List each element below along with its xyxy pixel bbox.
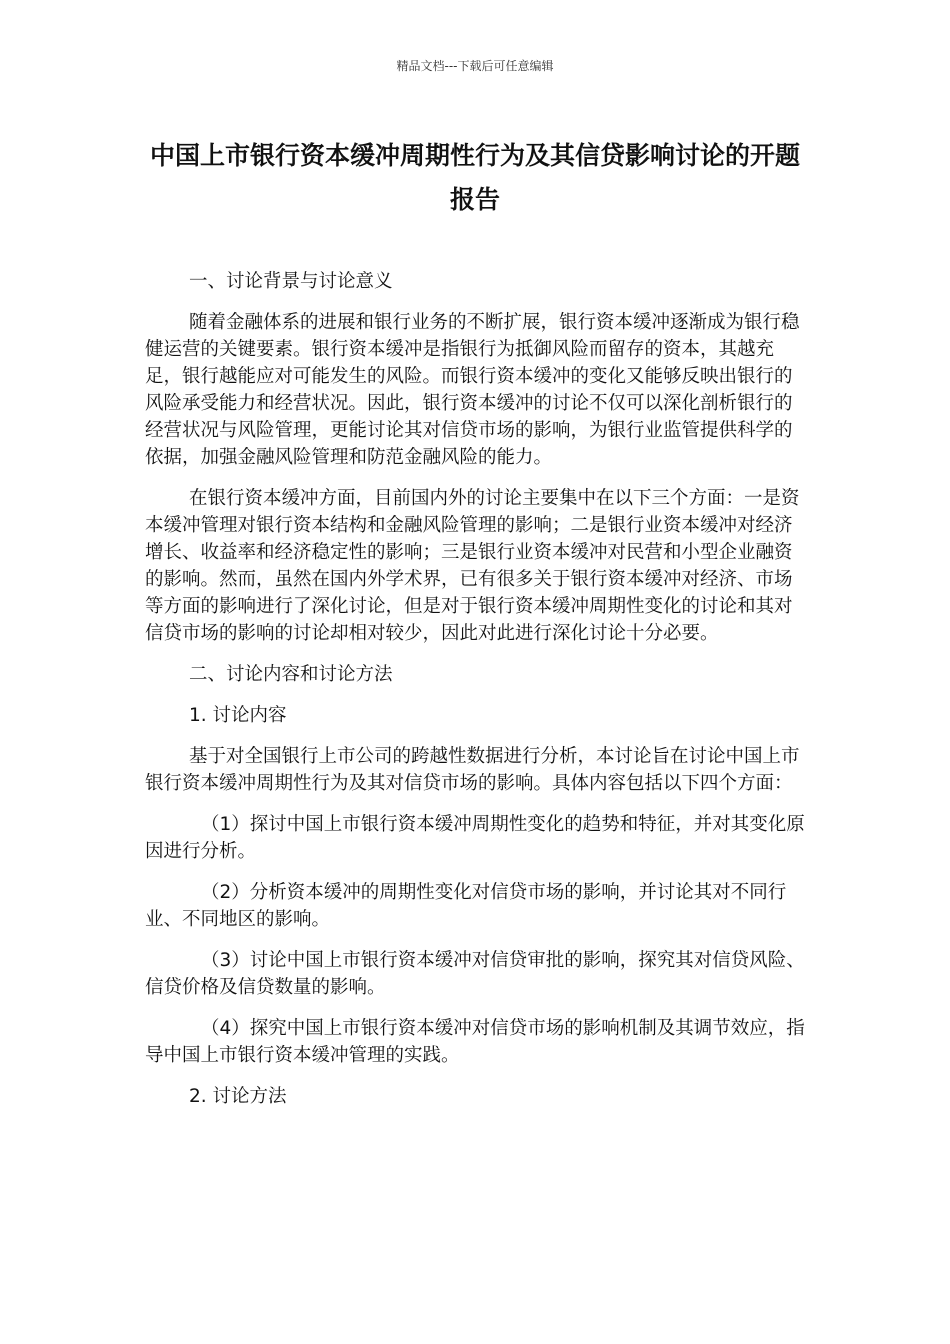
subheading-content: 1. 讨论内容 (189, 705, 287, 726)
paragraph-research-status: 在银行资本缓冲方面，目前国内外的讨论主要集中在以下三个方面：一是资本缓冲管理对银行资本结构和金融风险管理的影响；二是银行业资本缓冲对经济增长、收益率和经济稳定性的影响；三是银行业资本缓冲对民营和小型企业融资的影响。然而，虽然在国内外学术界，已有很多关于银行资本缓冲对经济、市场等方面的影响进行了深化讨论，但是对于银行资本缓冲周期性变化的讨论和其对信贷市场的影响的讨论却相对较少，因此对此进行深化讨论十分必要。 (145, 488, 800, 644)
document-title: 中国上市银行资本缓冲周期性行为及其信贷影响讨论的开题报告 (149, 141, 800, 214)
list-item: （2）分析资本缓冲的周期性变化对信贷市场的影响，并讨论其对不同行业、不同地区的影响。 (145, 882, 787, 930)
section-heading-1: 一、讨论背景与讨论意义 (189, 271, 393, 292)
document-body (145, 268, 805, 1124)
page-header: 精品文档---下载后可任意编辑 (396, 59, 554, 73)
subheading-method: 2. 讨论方法 (189, 1086, 287, 1107)
list-item: （1）探讨中国上市银行资本缓冲周期性变化的趋势和特征，并对其变化原因进行分析。 (145, 814, 805, 862)
list-item: （3）讨论中国上市银行资本缓冲对信贷审批的影响，探究其对信贷风险、信贷价格及信贷数量的影响。 (145, 950, 805, 998)
paragraph-background: 随着金融体系的进展和银行业务的不断扩展，银行资本缓冲逐渐成为银行稳健运营的关键要素。银行资本缓冲是指银行为抵御风险而留存的资本，其越充足，银行越能应对可能发生的风险。而银行资本缓冲的变化又能够反映出银行的风险承受能力和经营状况。因此，银行资本缓冲的讨论不仅可以深化剖析银行的经营状况与风险管理，更能讨论其对信贷市场的影响，为银行业监管提供科学的依据，加强金融风险管理和防范金融风险的能力。 (145, 312, 800, 468)
list-item: （4）探究中国上市银行资本缓冲对信贷市场的影响机制及其调节效应，指导中国上市银行资本缓冲管理的实践。 (145, 1018, 805, 1066)
paragraph-content-intro: 基于对全国银行上市公司的跨越性数据进行分析，本讨论旨在讨论中国上市银行资本缓冲周期性行为及其对信贷市场的影响。具体内容包括以下四个方面： (145, 746, 800, 794)
section-heading-2: 二、讨论内容和讨论方法 (189, 664, 393, 685)
